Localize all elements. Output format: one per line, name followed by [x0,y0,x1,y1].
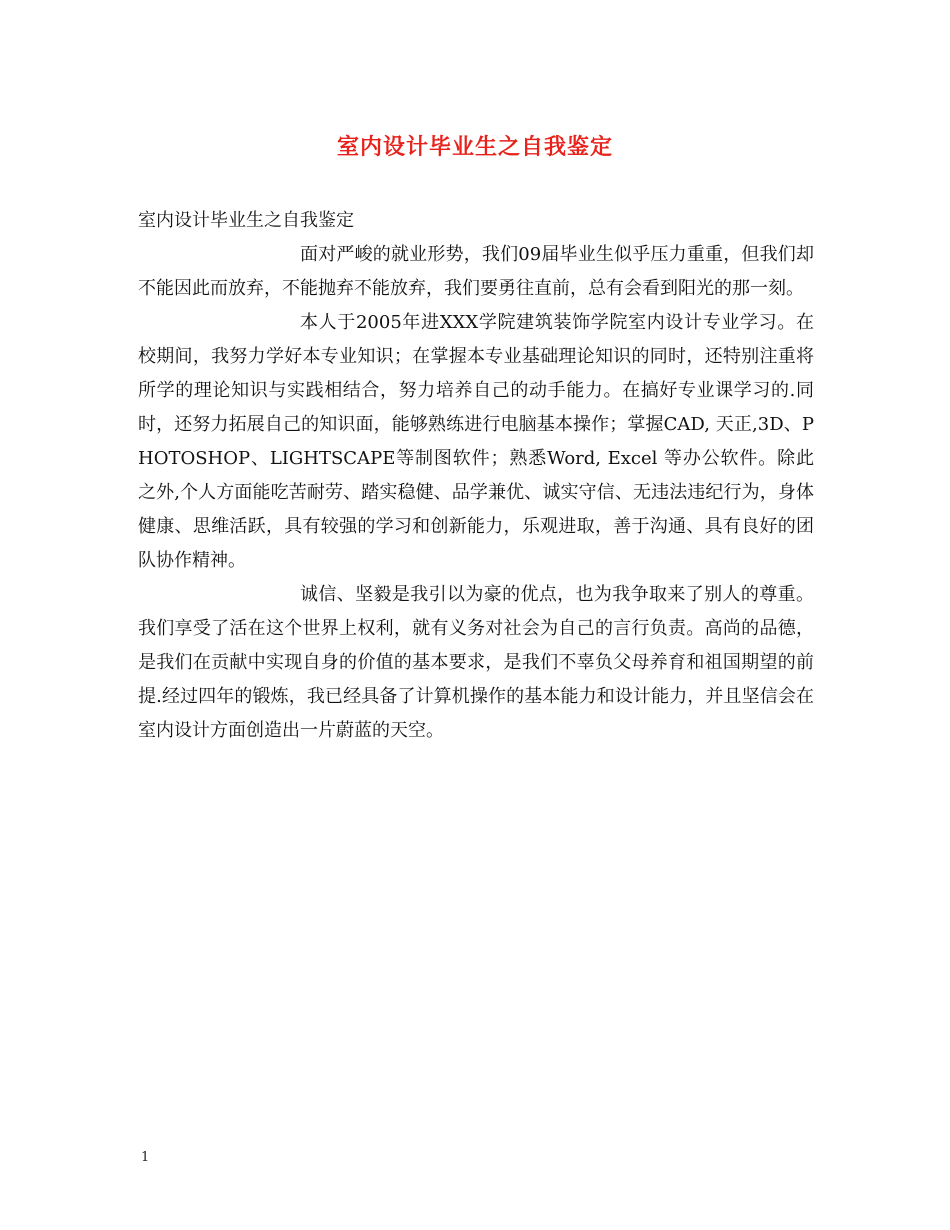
document-heading: 室内设计毕业生之自我鉴定 [138,210,354,231]
paragraph-3: 诚信、坚毅是我引以为豪的优点，也为我争取来了别人的尊重。我们享受了活在这个世界上权利，就有义务对社会为自己的言行负责。高尚的品德，是我们在贡献中实现自身的价值的基本要求，是我们不辜负父母养育和祖国期望的前提.经过四年的锻炼，我已经具备了计算机操作的基本能力和设计能力，并且坚信会在室内设计方面创造出一片蔚蓝的天空。 [138,584,814,741]
document-body [138,204,814,748]
paragraph-2: 本人于2005年进XXX学院建筑装饰学院室内设计专业学习。在校期间，我努力学好本专业知识；在掌握本专业基础理论知识的同时，还特别注重将所学的理论知识与实践相结合，努力培养自己的动手能力。在搞好专业课学习的.同时，还努力拓展自己的知识面，能够熟练进行电脑基本操作；掌握CAD, 天正,3D、PHOTOSHOP、LIGHTSCAPE等制图软件；熟悉Word, Excel 等办公软件。除此之外,个人方面能吃苦耐劳、踏实稳健、品学兼优、诚实守信、无违法违纪行为，身体健康、思维活跃，具有较强的学习和创新能力，乐观进取，善于沟通、具有良好的团队协作精神。 [138,312,814,571]
paragraph-1: 面对严峻的就业形势，我们09届毕业生似乎压力重重，但我们却不能因此而放弃，不能抛弃不能放弃，我们要勇往直前，总有会看到阳光的那一刻。 [138,244,814,299]
document-title: 室内设计毕业生之自我鉴定 [336,134,613,160]
page-number: 1 [141,1150,150,1165]
